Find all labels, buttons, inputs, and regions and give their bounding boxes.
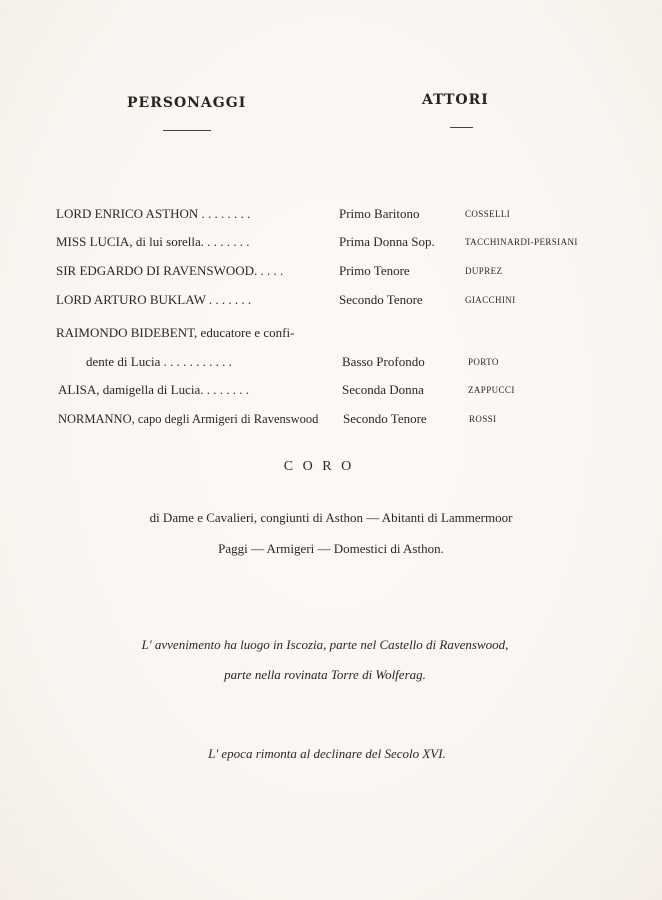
- actor-name: DUPREZ: [465, 266, 503, 276]
- voice-type: Prima Donna Sop.: [339, 234, 435, 249]
- actor-name: ZAPPUCCI: [468, 385, 515, 395]
- character-name: ALISA, damigella di Lucia. . . . . . . .: [58, 382, 249, 397]
- voice-type: Primo Baritono: [339, 206, 420, 221]
- chorus-line-2: Paggi — Armigeri — Domestici di Asthon.: [218, 541, 444, 556]
- actor-name: PORTO: [468, 357, 499, 367]
- voice-type: Secondo Tenore: [339, 292, 423, 307]
- cast-row: [0, 323, 662, 343]
- voice-type: Primo Tenore: [339, 263, 410, 278]
- cast-row: [0, 232, 662, 252]
- actor-name: GIACCHINI: [465, 295, 516, 305]
- cast-row: [0, 261, 662, 281]
- attori-header: ATTORI: [422, 92, 489, 108]
- character-name: MISS LUCIA, di lui sorella. . . . . . . .: [56, 234, 250, 249]
- character-name: SIR EDGARDO DI RAVENSWOOD. . . . .: [56, 263, 284, 278]
- personaggi-header: PERSONAGGI: [127, 95, 247, 111]
- character-name: NORMANNO, capo degli Armigeri di Ravenswood: [58, 412, 319, 426]
- cast-row: [0, 380, 662, 400]
- actor-name: ROSSI: [469, 414, 497, 424]
- cast-row: [0, 352, 662, 372]
- voice-type: Basso Profondo: [342, 354, 425, 369]
- actor-name: TACCHINARDI-PERSIANI: [465, 237, 578, 247]
- setting-line-2: parte nella rovinata Torre di Wolferag.: [224, 667, 426, 682]
- character-name: LORD ARTURO BUKLAW . . . . . . .: [56, 292, 252, 307]
- voice-type: Seconda Donna: [342, 382, 424, 397]
- cast-row: [0, 409, 662, 429]
- cast-row: [0, 290, 662, 310]
- actor-name: COSSELLI: [465, 209, 511, 219]
- personaggi-underline: [163, 130, 211, 131]
- setting-line-1: L' avvenimento ha luogo in Iscozia, parte nel Castello di Ravenswood,: [141, 637, 509, 652]
- character-name: RAIMONDO BIDEBENT, educatore e confi-: [56, 325, 295, 340]
- character-name: dente di Lucia . . . . . . . . . . .: [86, 354, 232, 369]
- chorus-line-1: di Dame e Cavalieri, congiunti di Asthon — Abitanti di Lammermoor: [149, 510, 513, 525]
- attori-underline: [450, 127, 473, 128]
- coro-title: C O R O: [283, 459, 355, 474]
- epoch-line: L' epoca rimonta al declinare del Secolo XVI.: [208, 746, 446, 761]
- cast-row: [0, 204, 662, 224]
- voice-type: Secondo Tenore: [343, 411, 427, 426]
- character-name: LORD ENRICO ASTHON . . . . . . . .: [56, 206, 251, 221]
